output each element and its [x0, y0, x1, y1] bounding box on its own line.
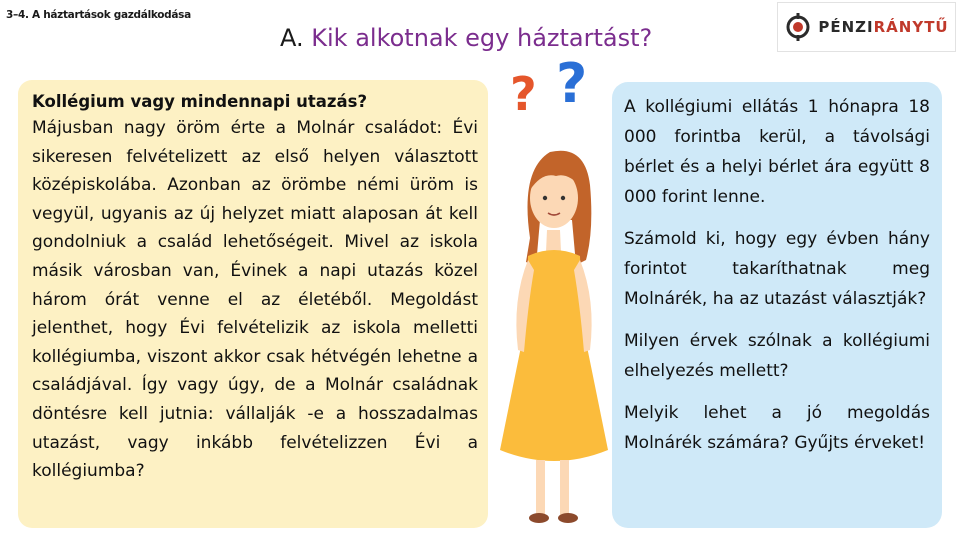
penziranytu-logo — [777, 2, 956, 52]
task-paragraph: A kollégiumi ellátás 1 hónapra 18 000 forintba kerül, a távolsági bérlet és a helyi bérlet ára együtt 8 000 forint lenne. — [624, 97, 930, 207]
story-heading: Kollégium vagy mindennapi utazás? — [32, 92, 368, 111]
task-paragraph: Melyik lehet a jó megoldás Molnárék számára? Gyűjts érveket! — [624, 403, 930, 453]
right-leg — [560, 460, 569, 515]
story-box — [18, 80, 488, 528]
left-eye — [543, 196, 547, 200]
question-mark-blue: ? — [556, 60, 588, 115]
girl-illustration — [490, 60, 612, 530]
task-paragraph: Számold ki, hogy egy évben hány forintot takaríthatnak meg Molnárék, ha az utazást választják? — [624, 229, 930, 309]
compass-logo-icon — [784, 13, 812, 41]
title-accent: Kik alkotnak egy háztartást? — [311, 24, 653, 52]
task-paragraph: Milyen érvek szólnak a kollégiumi elhelyezés mellett? — [624, 331, 930, 381]
question-mark-orange: ? — [510, 67, 537, 121]
neck — [546, 230, 561, 252]
story-body: Májusban nagy öröm érte a Molnár családot: Évi sikeresen felvételizett az első helyen választott középiskolába. Azonban az örömbe némi üröm is vegyül, ugyanis az új helyzet miatt alaposan át kell gondolniuk a család lehetőségeit. Mivel az iskola másik városban van, Évinek a napi utazás közel három órát venne el az életéből. Megoldást jelenthet, hogy Évi felvételizik az iskola melletti kollégiumba, viszont akkor csak hétvégén lehetne a családjával. Így vagy úgy, de a Molnár családnak döntésre kell jutnia: vállalják -e a hosszadalmas utazást, vagy inkább felvételizzen Évi a kollégiumba? — [32, 118, 478, 482]
right-shoe — [558, 513, 578, 523]
left-leg — [536, 460, 545, 515]
left-shoe — [529, 513, 549, 523]
right-eye — [561, 196, 565, 200]
section-label: 3–4. A háztartások gazdálkodása — [6, 9, 191, 21]
logo-text-accent: RÁNYTŰ — [873, 18, 949, 36]
dress — [500, 250, 608, 461]
logo-text-main: PÉNZI — [818, 18, 874, 36]
task-box — [612, 82, 942, 528]
logo-text — [818, 18, 948, 36]
page-title — [280, 24, 652, 52]
title-prefix: A. — [280, 24, 312, 52]
